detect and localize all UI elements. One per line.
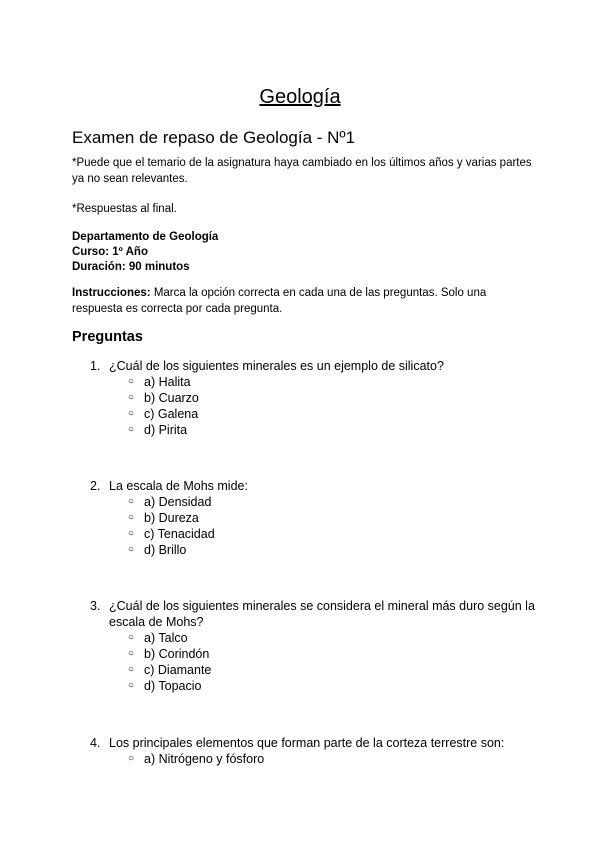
option-item[interactable] (128, 374, 535, 390)
instructions (72, 285, 532, 317)
info-duration: Duración: 90 minutos (72, 261, 190, 273)
note-syllabus: *Puede que el temario de la asignatura haya cambiado en los últimos años y varias partes ya no sean relevantes. (72, 157, 532, 185)
option-label: b) Cuarzo (144, 391, 199, 405)
question-1 (90, 358, 535, 438)
options-list (128, 374, 535, 438)
option-label: d) Brillo (144, 543, 187, 557)
circle-bullet-icon: ○ (128, 496, 135, 507)
info-course: Curso: 1º Año (72, 246, 148, 258)
page-title: Geología (259, 86, 341, 108)
option-item[interactable] (128, 662, 535, 678)
instructions-label: Instrucciones: (72, 287, 151, 299)
circle-bullet-icon: ○ (128, 376, 135, 387)
option-item[interactable] (128, 646, 535, 662)
question-text: Los principales elementos que forman parte de la corteza terrestre son: (109, 736, 505, 750)
option-item[interactable] (128, 751, 535, 767)
circle-bullet-icon: ○ (128, 753, 135, 764)
option-label: d) Topacio (144, 679, 202, 693)
question-number: 2. (90, 479, 101, 493)
option-item[interactable] (128, 630, 535, 646)
instructions-text: Marca la opción correcta en cada una de las preguntas. Solo una respuesta es correcta por cada pregunta. (72, 287, 487, 315)
circle-bullet-icon: ○ (128, 544, 135, 555)
option-label: a) Nitrógeno y fósforo (144, 752, 265, 766)
question-text: ¿Cuál de los siguientes minerales se considera el mineral más duro según la escala de Mohs? (109, 599, 535, 629)
circle-bullet-icon: ○ (128, 424, 135, 435)
option-label: a) Talco (144, 631, 188, 645)
question-4 (90, 735, 535, 767)
options-list (128, 630, 535, 694)
options-list (128, 494, 535, 558)
option-item[interactable] (128, 390, 535, 406)
question-number: 3. (90, 599, 101, 613)
exam-subtitle: Examen de repaso de Geología - Nº1 (72, 128, 356, 147)
option-label: c) Tenacidad (144, 527, 215, 541)
option-label: b) Dureza (144, 511, 199, 525)
question-number: 1. (90, 359, 101, 373)
option-label: c) Galena (144, 407, 199, 421)
question-text: La escala de Mohs mide: (109, 479, 248, 493)
info-department: Departamento de Geología (72, 231, 219, 243)
option-item[interactable] (128, 406, 535, 422)
options-list (128, 751, 535, 767)
option-label: c) Diamante (144, 663, 212, 677)
question-2 (90, 478, 535, 558)
circle-bullet-icon: ○ (128, 408, 135, 419)
option-item[interactable] (128, 526, 535, 542)
option-label: b) Corindón (144, 647, 210, 661)
circle-bullet-icon: ○ (128, 528, 135, 539)
option-item[interactable] (128, 542, 535, 558)
option-item[interactable] (128, 422, 535, 438)
option-label: a) Densidad (144, 495, 212, 509)
circle-bullet-icon: ○ (128, 512, 135, 523)
question-text: ¿Cuál de los siguientes minerales es un ejemplo de silicato? (109, 359, 444, 373)
note-answers: *Respuestas al final. (72, 203, 177, 215)
circle-bullet-icon: ○ (128, 392, 135, 403)
circle-bullet-icon: ○ (128, 632, 135, 643)
option-item[interactable] (128, 494, 535, 510)
circle-bullet-icon: ○ (128, 648, 135, 659)
question-number: 4. (90, 736, 101, 750)
option-item[interactable] (128, 678, 535, 694)
question-3 (90, 598, 535, 694)
option-label: a) Halita (144, 375, 191, 389)
option-label: d) Pirita (144, 423, 188, 437)
circle-bullet-icon: ○ (128, 680, 135, 691)
option-item[interactable] (128, 510, 535, 526)
circle-bullet-icon: ○ (128, 664, 135, 675)
section-title-questions: Preguntas (72, 329, 143, 345)
